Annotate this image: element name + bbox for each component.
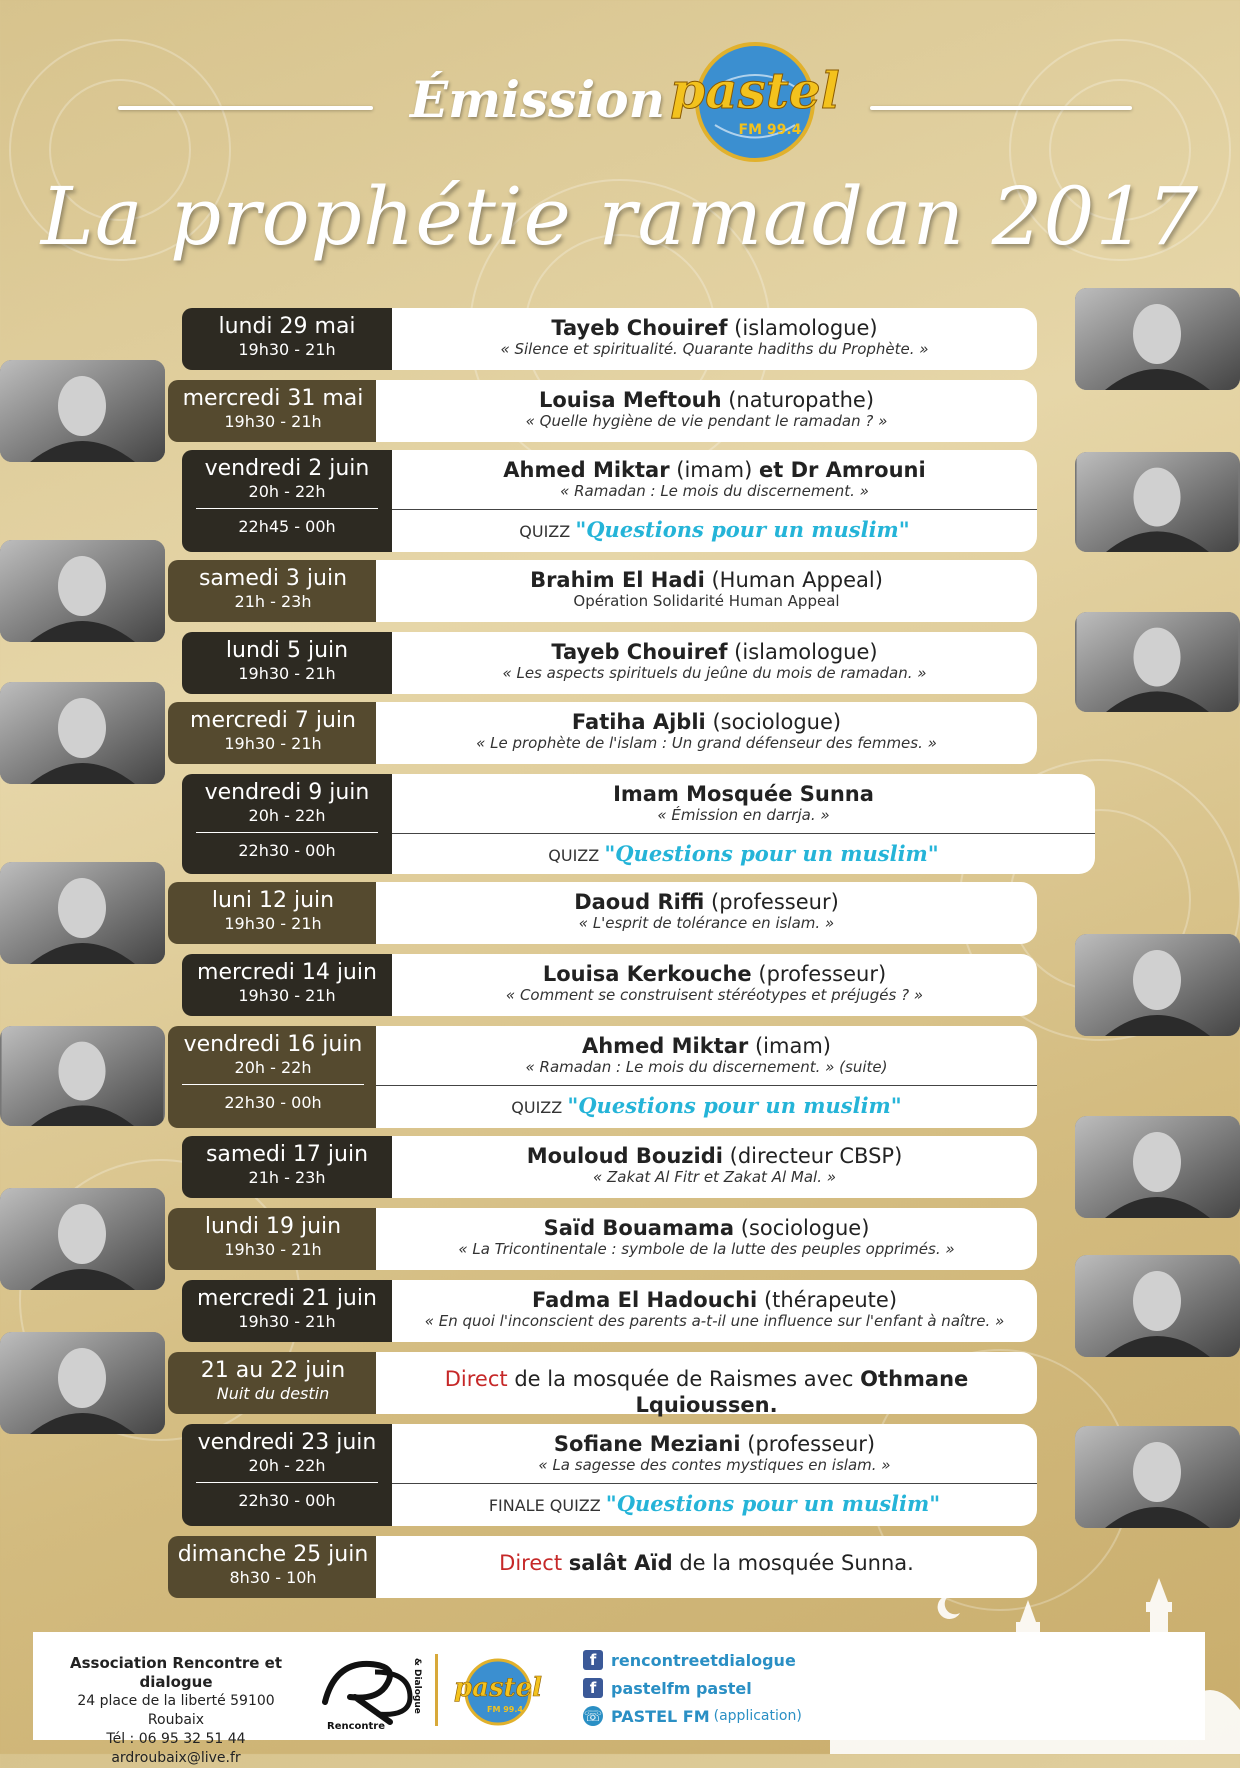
- speaker-name: Saïd Bouamama: [543, 1216, 735, 1240]
- time-label: 20h - 22h: [248, 482, 326, 501]
- time-label: 20h - 22h: [248, 806, 326, 825]
- date-cell: [168, 1208, 378, 1270]
- speaker-name: Fadma El Hadouchi: [531, 1288, 758, 1312]
- date-cell: [182, 1424, 392, 1526]
- date-label: mercredi 7 juin: [190, 708, 356, 733]
- logo-wordmark: pastel: [670, 61, 840, 120]
- speaker-role: (directeur CBSP): [729, 1144, 903, 1168]
- speaker-photo: [1075, 1255, 1240, 1357]
- program-divider: [392, 833, 1095, 834]
- social-item[interactable]: [583, 1646, 802, 1674]
- time-label: 21h - 23h: [248, 1168, 326, 1187]
- speaker-role: (thérapeute): [763, 1288, 898, 1312]
- header-left-line: [118, 106, 373, 110]
- topic-label: « Zakat Al Fitr et Zakat Al Mal. »: [593, 1168, 836, 1186]
- logo-footer-wordmark: pastel: [453, 1673, 543, 1703]
- time-label: 19h30 - 21h: [238, 664, 336, 683]
- date-label: lundi 19 juin: [204, 1214, 342, 1239]
- speaker-photo: [1075, 1426, 1240, 1528]
- program-cell: [376, 1208, 1037, 1270]
- speaker-role: (naturopathe): [728, 388, 875, 412]
- speaker-line: [392, 640, 1037, 664]
- topic-label: « En quoi l'inconscient des parents a-t-il une influence sur l'enfant à naître. »: [424, 1312, 1005, 1330]
- date-cell: [168, 702, 378, 764]
- speaker-line: [376, 710, 1037, 734]
- quizz-line: [392, 841, 1095, 866]
- topic-label: « Silence et spiritualité. Quarante hadiths du Prophète. »: [500, 340, 929, 358]
- date-label: samedi 3 juin: [198, 566, 348, 591]
- speaker-line: [376, 1034, 1037, 1058]
- page-title: La prophétie ramadan 2017: [40, 170, 1200, 263]
- date-label: luni 12 juin: [211, 888, 335, 913]
- program-cell: [376, 882, 1037, 944]
- date-label: mercredi 31 mai: [182, 386, 364, 411]
- speaker-photo: [1075, 934, 1240, 1036]
- date-label: mercredi 14 juin: [197, 960, 377, 985]
- time-label-2: 22h45 - 00h: [238, 517, 336, 536]
- pastel-logo: [670, 30, 840, 170]
- social-extra: (application): [713, 1708, 802, 1724]
- direct-text: de la mosquée Sunna.: [679, 1551, 914, 1575]
- speaker-role: (islamologue): [734, 640, 878, 664]
- topic-label: « La sagesse des contes mystiques en islam. »: [538, 1456, 891, 1474]
- topic-label: « Ramadan : Le mois du discernement. »: [560, 482, 869, 500]
- speaker-name: Louisa Kerkouche: [542, 962, 752, 986]
- time-label: 19h30 - 21h: [238, 1312, 336, 1331]
- speaker-name: Brahim El Hadi: [530, 568, 705, 592]
- time-label: 19h30 - 21h: [224, 914, 322, 933]
- speaker-name: Sofiane Meziani: [553, 1432, 741, 1456]
- topic-label: « Émission en darrja. »: [657, 806, 830, 824]
- speaker-line: [392, 1288, 1037, 1312]
- portrait-icon: [0, 1026, 165, 1126]
- time-label: 19h30 - 21h: [224, 734, 322, 753]
- date-cell: [182, 1280, 392, 1342]
- date-cell: [182, 1136, 392, 1198]
- speaker-line: [376, 568, 1037, 592]
- speaker-photo: [0, 1026, 165, 1126]
- facebook-icon: f: [583, 1650, 603, 1670]
- date-label: lundi 29 mai: [218, 314, 356, 339]
- portrait-icon: [1075, 288, 1240, 390]
- topic-label: « Le prophète de l'islam : Un grand défenseur des femmes. »: [476, 734, 937, 752]
- time-label-2: 22h30 - 00h: [238, 1491, 336, 1510]
- quizz-line: [376, 1093, 1037, 1118]
- social-links: [583, 1646, 802, 1730]
- logo-footer-frequency: FM 99.4: [487, 1705, 523, 1714]
- quizz-line: [392, 1491, 1037, 1516]
- speaker-role: (islamologue): [734, 316, 878, 340]
- speaker-photo: [1075, 1116, 1240, 1218]
- time-label-2: 22h30 - 00h: [238, 841, 336, 860]
- association-info: [51, 1654, 301, 1768]
- speaker-line: [392, 782, 1095, 806]
- date-label: vendredi 9 juin: [204, 780, 370, 805]
- speaker-photo: [1075, 612, 1240, 712]
- time-divider: [196, 508, 378, 509]
- speaker-line: [376, 388, 1037, 412]
- time-divider: [196, 1482, 378, 1483]
- date-label: vendredi 2 juin: [204, 456, 370, 481]
- date-cell: [182, 308, 392, 370]
- program-divider: [392, 1483, 1037, 1484]
- speaker-name: Ahmed Miktar: [503, 458, 670, 482]
- quizz-label: QUIZZ: [519, 522, 571, 541]
- time-label: 19h30 - 21h: [238, 340, 336, 359]
- program-cell: [392, 632, 1037, 694]
- speaker-line: [392, 1144, 1037, 1168]
- portrait-icon: [1075, 1426, 1240, 1528]
- direct-guest: Othmane Lquioussen.: [635, 1367, 969, 1417]
- speaker-name: Imam Mosquée Sunna: [613, 782, 874, 806]
- program-cell: [376, 1026, 1037, 1128]
- portrait-icon: [1075, 934, 1240, 1036]
- speaker-line: [392, 962, 1037, 986]
- date-label: samedi 17 juin: [205, 1142, 369, 1167]
- date-cell: [182, 954, 392, 1016]
- time-label: 19h30 - 21h: [224, 412, 322, 431]
- speaker-role: (imam): [676, 458, 753, 482]
- topic-label: « Comment se construisent stéréotypes et préjugés ? »: [505, 986, 924, 1004]
- speaker-name: Louisa Meftouh: [538, 388, 722, 412]
- association-name: Association Rencontre et dialogue: [69, 1654, 283, 1691]
- direct-text: de la mosquée de Raismes avec: [514, 1367, 854, 1391]
- pastel-logo-footer: [453, 1650, 543, 1730]
- date-label: vendredi 16 juin: [183, 1032, 363, 1057]
- social-item[interactable]: [583, 1702, 802, 1730]
- date-cell: [168, 1026, 378, 1128]
- social-item[interactable]: [583, 1674, 802, 1702]
- program-cell: [376, 1352, 1037, 1417]
- program-divider: [376, 1085, 1037, 1086]
- portrait-icon: [1075, 1116, 1240, 1218]
- program-cell: [392, 954, 1037, 1016]
- date-cell: [182, 450, 392, 552]
- speaker-photo: [0, 360, 165, 462]
- date-cell: [168, 1536, 378, 1598]
- speaker-line: [392, 1432, 1037, 1456]
- portrait-icon: [0, 682, 165, 784]
- portrait-icon: [1075, 452, 1240, 552]
- topic-label: « Quelle hygiène de vie pendant le ramadan ? »: [525, 412, 888, 430]
- speaker-role: (Human Appeal): [711, 568, 883, 592]
- speaker-role: (sociologue): [740, 1216, 870, 1240]
- time-label: 19h30 - 21h: [238, 986, 336, 1005]
- direct-event: salât Aïd: [568, 1551, 673, 1575]
- topic-label: « Les aspects spirituels du jeûne du mois de ramadan. »: [502, 664, 927, 682]
- logo-frequency: FM 99.4: [738, 122, 802, 138]
- association-phone: Tél : 06 95 32 51 44: [106, 1731, 246, 1747]
- date-cell: [168, 882, 378, 944]
- speaker-role: (professeur): [758, 962, 887, 986]
- footer: [33, 1632, 1205, 1766]
- quizz-title: "Questions pour un muslim": [575, 517, 910, 542]
- speaker-name-2: et Dr Amrouni: [758, 458, 926, 482]
- speaker-photo: [0, 1188, 165, 1290]
- portrait-icon: [0, 360, 165, 462]
- speaker-photo: [1075, 452, 1240, 552]
- date-label: dimanche 25 juin: [177, 1542, 369, 1567]
- program-cell: [376, 702, 1037, 764]
- speaker-name: Tayeb Chouiref: [551, 316, 728, 340]
- header-right-line: [870, 106, 1132, 110]
- association-address: 24 place de la liberté 59100 Roubaix: [77, 1693, 275, 1728]
- portrait-icon: [0, 862, 165, 964]
- program-cell: [392, 774, 1095, 874]
- quizz-label: FINALE QUIZZ: [488, 1496, 601, 1515]
- quizz-title: "Questions pour un muslim": [605, 1491, 941, 1516]
- portrait-icon: [0, 1332, 165, 1434]
- date-label: lundi 5 juin: [225, 638, 349, 663]
- date-label: mercredi 21 juin: [197, 1286, 377, 1311]
- speaker-role: (professeur): [747, 1432, 876, 1456]
- topic-label: « L'esprit de tolérance en islam. »: [578, 914, 835, 932]
- program-cell: [392, 1424, 1037, 1526]
- topic-label: Opération Solidarité Human Appeal: [573, 592, 840, 610]
- speaker-line: [376, 1216, 1037, 1240]
- speaker-line: [392, 316, 1037, 340]
- date-cell: [168, 1352, 378, 1414]
- quizz-label: QUIZZ: [548, 846, 600, 865]
- program-divider: [392, 509, 1037, 510]
- portrait-icon: [1075, 1255, 1240, 1357]
- date-cell: [182, 774, 392, 874]
- portrait-icon: [1075, 612, 1240, 712]
- topic-label: « Ramadan : Le mois du discernement. » (suite): [525, 1058, 888, 1076]
- program-cell: [376, 380, 1037, 442]
- time-label: 8h30 - 10h: [229, 1568, 317, 1587]
- topic-label: « La Tricontinentale : symbole de la lutte des peuples opprimés. »: [458, 1240, 955, 1258]
- speaker-photo: [1075, 288, 1240, 390]
- speaker-role: (imam): [754, 1034, 831, 1058]
- speaker-role: (professeur): [711, 890, 839, 914]
- association-email[interactable]: ardroubaix@live.fr: [111, 1750, 241, 1766]
- direct-label: Direct: [499, 1551, 563, 1575]
- quizz-line: [392, 517, 1037, 542]
- direct-line: [376, 1366, 1037, 1418]
- time-divider: [182, 1084, 364, 1085]
- speaker-name: Ahmed Miktar: [581, 1034, 749, 1058]
- speaker-line: [392, 458, 1037, 482]
- rd-logo-text: Rencontre: [327, 1721, 386, 1732]
- footer-separator: [435, 1654, 438, 1726]
- portrait-icon: [0, 1188, 165, 1290]
- portrait-icon: [0, 540, 165, 642]
- emission-label: Émission: [410, 70, 666, 129]
- speaker-name: Tayeb Chouiref: [551, 640, 728, 664]
- date-cell: [168, 380, 378, 442]
- quizz-label: QUIZZ: [511, 1098, 563, 1117]
- date-label: 21 au 22 juin: [200, 1358, 346, 1383]
- facebook-icon: f: [583, 1678, 603, 1698]
- time-label: Nuit du destin: [216, 1384, 330, 1403]
- social-label: PASTEL FM: [611, 1706, 710, 1726]
- social-label: pastelfm pastel: [611, 1678, 752, 1698]
- speaker-name: Fatiha Ajbli: [571, 710, 706, 734]
- time-label: 21h - 23h: [234, 592, 312, 611]
- speaker-name: Mouloud Bouzidi: [526, 1144, 723, 1168]
- time-label-2: 22h30 - 00h: [224, 1093, 322, 1112]
- quizz-title: "Questions pour un muslim": [567, 1093, 902, 1118]
- app-icon: ☏: [583, 1707, 603, 1725]
- date-label: vendredi 23 juin: [197, 1430, 377, 1455]
- speaker-photo: [0, 540, 165, 642]
- speaker-name: Daoud Riffi: [574, 890, 705, 914]
- speaker-photo: [0, 862, 165, 964]
- program-cell: [392, 1136, 1037, 1198]
- time-label: 19h30 - 21h: [224, 1240, 322, 1259]
- date-cell: [182, 632, 392, 694]
- time-label: 20h - 22h: [248, 1456, 326, 1475]
- speaker-role: (sociologue): [712, 710, 842, 734]
- program-cell: [392, 1280, 1037, 1342]
- program-cell: [392, 308, 1037, 370]
- speaker-photo: [0, 682, 165, 784]
- rencontre-dialogue-logo: [315, 1652, 425, 1732]
- rd-logo-text2: & Dialogue: [412, 1658, 422, 1714]
- date-cell: [168, 560, 378, 622]
- quizz-title: "Questions pour un muslim": [604, 841, 939, 866]
- social-label: rencontreetdialogue: [611, 1650, 796, 1670]
- time-divider: [196, 832, 378, 833]
- program-cell: [376, 560, 1037, 622]
- program-cell: [392, 450, 1037, 552]
- direct-label: Direct: [444, 1367, 508, 1391]
- speaker-line: [376, 890, 1037, 914]
- time-label: 20h - 22h: [234, 1058, 312, 1077]
- speaker-photo: [0, 1332, 165, 1434]
